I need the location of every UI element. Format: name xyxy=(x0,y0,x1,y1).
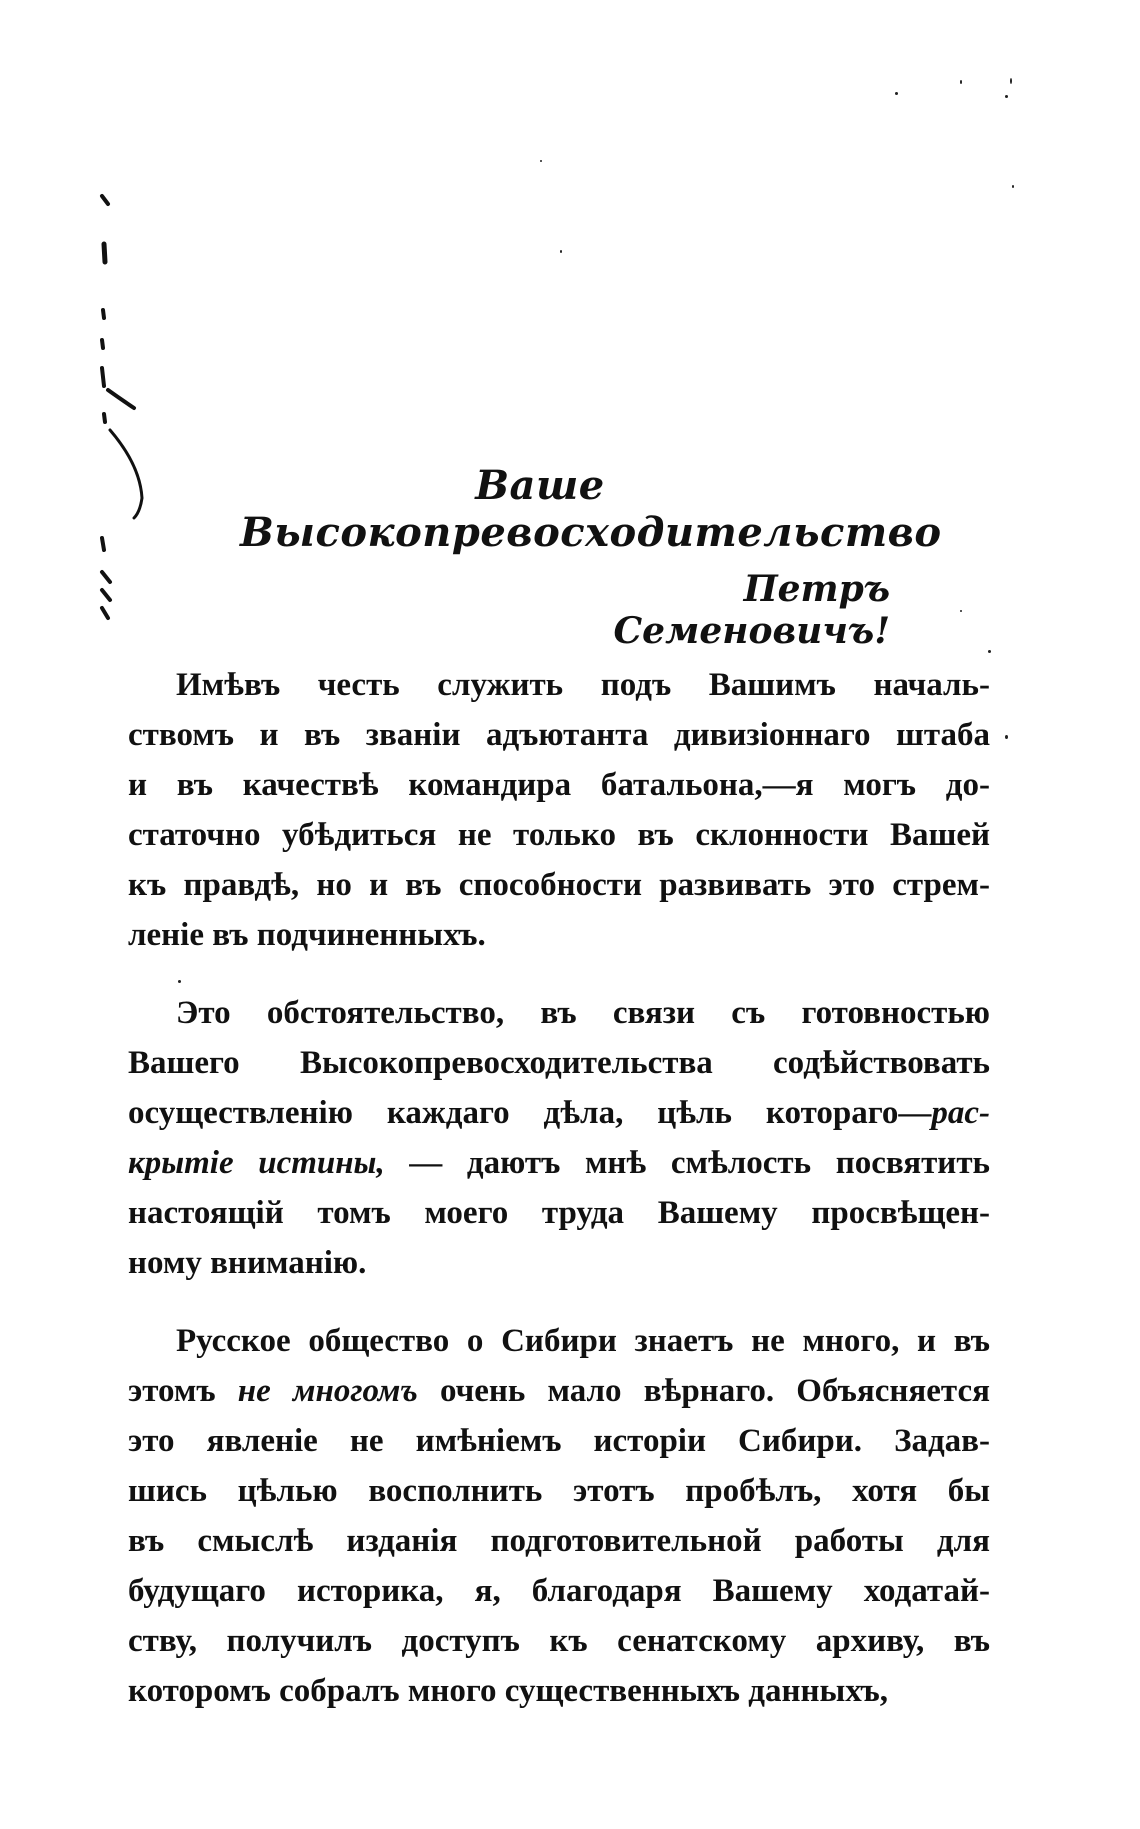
scan-speck xyxy=(560,250,562,253)
text-segment: Вашего Высокопревосходительства содѣйствовать xyxy=(128,1045,990,1081)
text-segment: Имѣвъ честь служить подъ Вашимъ началь- xyxy=(176,667,990,703)
text-line xyxy=(128,1316,990,1366)
text-line xyxy=(128,988,990,1038)
text-segment: осуществленiю каждаго дѣла, цѣль котораго— xyxy=(128,1095,932,1131)
text-line xyxy=(128,1238,990,1288)
text-segment: къ правдѣ, но и въ способности развивать это стрем- xyxy=(128,867,990,903)
text-segment: и въ качествѣ командира батальона,—я могъ до- xyxy=(128,767,990,803)
text-segment: которомъ собралъ много существенныхъ данныхъ, xyxy=(128,1673,888,1709)
text-segment: ству, получилъ доступъ къ сенатскому архиву, въ xyxy=(128,1623,990,1659)
text-segment: статочно убѣдиться не только въ склонности Вашей xyxy=(128,817,990,853)
text-segment: будущаго историка, я, благодаря Вашему ходатай- xyxy=(128,1573,990,1609)
text-segment: — даютъ мнѣ смѣлость посвятить xyxy=(384,1145,990,1181)
text-line xyxy=(128,660,990,710)
italic-text-segment: рас- xyxy=(931,1095,990,1131)
text-line xyxy=(128,1566,990,1616)
text-line xyxy=(128,860,990,910)
text-line xyxy=(128,1088,990,1138)
text-line xyxy=(128,710,990,760)
scan-speck xyxy=(988,650,991,653)
text-segment: ленiе въ подчиненныхъ. xyxy=(128,917,486,953)
scan-speck xyxy=(1010,78,1012,84)
text-line xyxy=(128,1138,990,1188)
text-line xyxy=(128,1666,990,1716)
text-line xyxy=(128,1616,990,1666)
scan-speck xyxy=(1012,185,1014,188)
italic-text-segment: крытiе истины, xyxy=(128,1145,385,1181)
text-segment: шись цѣлью восполнить этотъ пробѣлъ, хотя бы xyxy=(128,1473,990,1509)
text-segment: настоящiй томъ моего труда Вашему просвѣщен- xyxy=(128,1195,990,1231)
italic-text-segment: не многомъ xyxy=(237,1373,418,1409)
text-segment: Русское общество о Сибири знаетъ не много, и въ xyxy=(176,1323,990,1359)
text-line xyxy=(128,1416,990,1466)
text-segment: это явленiе не имѣнiемъ исторiи Сибири. Задав- xyxy=(128,1423,990,1459)
salutation: Петръ Семеновичъ! xyxy=(613,568,890,652)
text-line xyxy=(128,760,990,810)
dedication-body xyxy=(128,660,990,1716)
scan-speck xyxy=(540,160,542,162)
text-line xyxy=(128,1516,990,1566)
scan-speck xyxy=(960,610,962,612)
paragraph xyxy=(128,988,990,1288)
paragraph xyxy=(128,1316,990,1716)
scan-speck xyxy=(895,92,898,95)
text-line xyxy=(128,1038,990,1088)
text-segment: въ смыслѣ изданiя подготовительной работы для xyxy=(128,1523,990,1559)
text-segment: Это обстоятельство, въ связи съ готовностью xyxy=(176,995,990,1031)
text-segment: этомъ xyxy=(128,1373,238,1409)
text-line xyxy=(128,1366,990,1416)
text-line xyxy=(128,910,990,960)
text-segment: очень мало вѣрнаго. Объясняется xyxy=(417,1373,990,1409)
text-segment: ствомъ и въ званiи адъютанта дивизiоннаго штаба xyxy=(128,717,990,753)
text-line xyxy=(128,1188,990,1238)
text-segment: ному вниманiю. xyxy=(128,1245,367,1281)
dedication-heading: Ваше Высокопревосходительство xyxy=(240,462,942,556)
scan-speck xyxy=(1005,95,1008,98)
text-line xyxy=(128,810,990,860)
text-line xyxy=(128,1466,990,1516)
paragraph xyxy=(128,660,990,960)
scan-speck xyxy=(960,80,962,84)
scan-speck xyxy=(1005,735,1008,739)
margin-pencil-marks xyxy=(90,190,160,650)
